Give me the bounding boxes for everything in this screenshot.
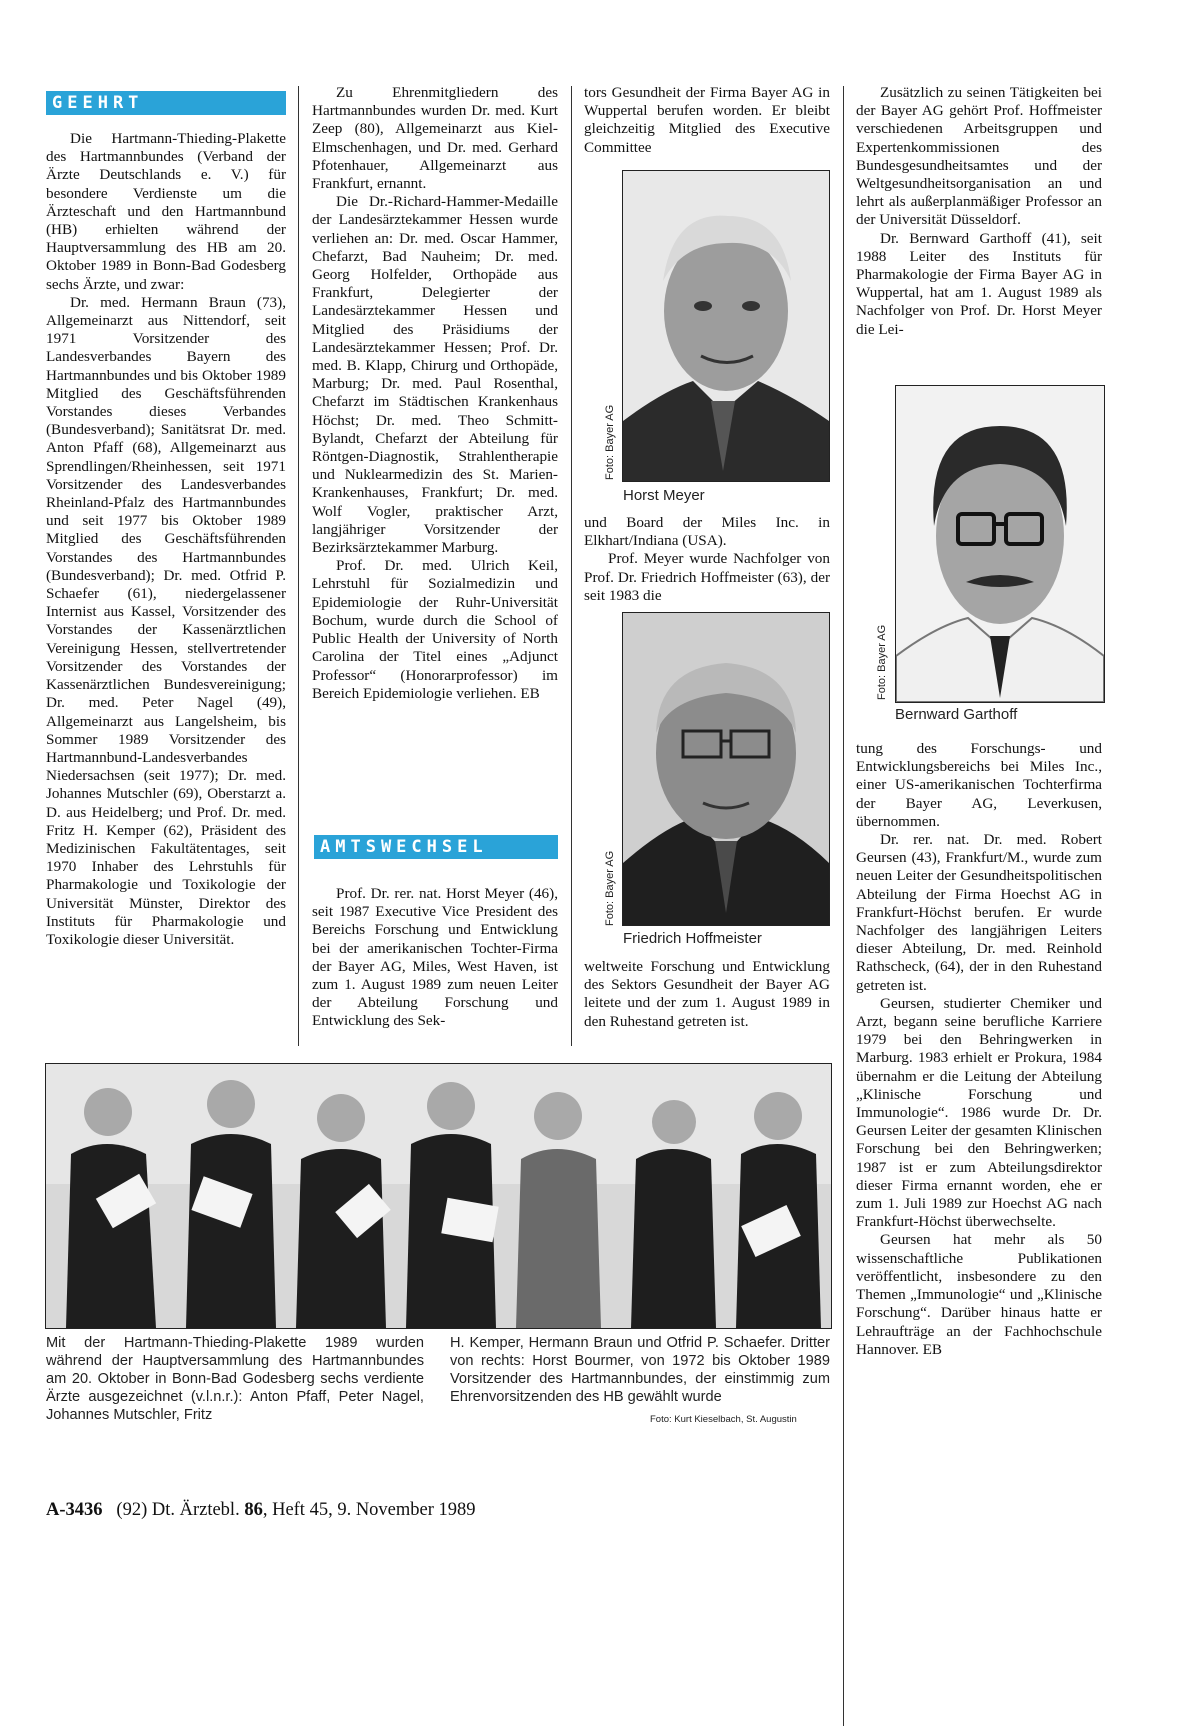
paragraph: Prof. Dr. med. Ulrich Keil, Lehrstuhl für Sozialmedizin und Epidemiologie der Ruhr-Universität Bochum, wurde durch die School of Public Health der University of North Carolina der Titel eines „Adjunct Professor“ (Honorarprofessor) im Bereich Epidemiologie verliehen. EB [312,557,558,702]
paragraph: und Board der Miles Inc. in Elkhart/Indiana (USA). [584,514,830,550]
section-heading-geehrt: GEEHRT [46,91,286,115]
portrait-bernward-garthoff [895,385,1105,703]
citation-issue: , Heft 45, 9. November 1989 [262,1500,476,1520]
paragraph: Zusätzlich zu seinen Tätigkeiten bei der Bayer AG gehört Prof. Hoffmeister verschiedenen Arbeitsgruppen und Expertenkommissionen des Bundesgesundheitsamtes und der Weltgesundheitsorganisation an und lehrt als außerplanmäßiger Professor an der Universität Düsseldorf. [856,84,1102,229]
paragraph: tors Gesundheit der Firma Bayer AG in Wuppertal berufen worden. Er bleibt gleichzeitig Mitglied des Executive Committee [584,84,830,156]
column-1 [46,130,286,949]
page-footer [46,1500,476,1521]
paragraph: Die Hartmann-Thieding-Plakette des Hartmannbundes (Verband der Ärzte Deutschlands e. V.) für besondere Verdienste um die Ärzteschaft und den Hartmannbund (HB) erhielten während der Hauptversammlung des HB am 20. Oktober 1989 in Bonn-Bad Godesberg sechs Ärzte, und zwar: [46,130,286,293]
column-3-lower [584,958,830,1031]
column-rule [843,86,844,1726]
group-photo-credit: Foto: Kurt Kieselbach, St. Augustin [650,1414,797,1425]
page-number: A-3436 [46,1500,103,1520]
paragraph: Prof. Dr. rer. nat. Horst Meyer (46), seit 1987 Executive Vice President des Bereichs Forschung und Entwicklung bei der amerikanischen Tochter-Firma der Bayer AG, Miles, West Haven, ist zum 1. August 1989 zum neuen Leiter der Abteilung Forschung und Entwicklung des Sek- [312,885,558,1030]
photo-credit: Foto: Bayer AG [604,850,616,926]
group-photo-caption-right: H. Kemper, Hermann Braun und Otfrid P. Schaefer. Dritter von rechts: Horst Bourmer, von 1972 bis Oktober 1989 Vorsitzender des Hartmannbundes, der einstimmig zum Ehrenvorsitzenden des HB gewählt wurde [450,1335,830,1405]
portrait-horst-meyer [622,170,830,482]
column-4-lower [856,740,1102,1359]
paragraph: tung des Forschungs- und Entwicklungsbereichs bei Miles Inc., einer US-amerikanischen Tochterfirma der Bayer AG, Leverkusen, übernommen. [856,740,1102,830]
citation-journal: (92) Dt. Ärztebl. [116,1500,240,1520]
paragraph: Prof. Meyer wurde Nachfolger von Prof. Dr. Friedrich Hoffmeister (63), der seit 1983 die [584,550,830,604]
column-2 [312,84,558,703]
column-rule [298,86,299,1046]
column-4 [856,84,1102,339]
paragraph: Dr. med. Hermann Braun (73), Allgemeinarzt aus Nittendorf, seit 1971 Vorsitzender des Landesverbandes Bayern des Hartmannbundes und bis Oktober 1989 Mitglied des Geschäftsführenden Vorstandes dieses Verbandes (Bundesverband); Sanitätsrat Dr. med. Anton Pfaff (68), Allgemeinarzt aus Sprendlingen/Rheinhessen, seit 1971 Vorsitzender des Landesverbandes Rheinland-Pfalz des Hartmannbundes und seit 1977 bis Oktober 1989 Mitglied des Geschäftsführenden Vorstandes des Hartmannbundes (Bundesverband); Dr. med. Otfrid P. Schaefer (61), niedergelassener Internist aus Kassel, Vorsitzender des Vorstandes der Kassenärztlichen Vereinigung Hessen, stellvertretender Vorsitzender des Vorstandes der Kassenärztlichen Bundesvereinigung; Dr. med. Peter Nagel (49), Allgemeinarzt aus Langelsheim, bis Sommer 1989 Vorsitzender des Hartmannbund-Landesverbandes Niedersachsen (seit 1977); Dr. med. Johannes Mutschler (69), Oberstarzt a. D. aus Heidelberg; und Prof. Dr. med. Fritz H. Kemper (62), Präsident des Medizinischen Fakultätentages, seit 1970 Inhaber des Lehrstuhls für Pharmakologie und Toxikologie der Universität Münster, Direktor des Instituts für Pharmakologie und Toxikologie dieser Universität. [46,293,286,948]
column-3-middle [584,514,830,605]
portrait-friedrich-hoffmeister [622,612,830,926]
photo-credit: Foto: Bayer AG [604,404,616,480]
column-rule [571,86,572,1046]
photo-caption: Bernward Garthoff [895,706,1018,723]
photo-credit: Foto: Bayer AG [876,624,888,700]
paragraph: weltweite Forschung und Entwicklung des Sektors Gesundheit der Bayer AG leitete und der zum 1. August 1989 in den Ruhestand getreten ist. [584,958,830,1030]
paragraph: Geursen, studierter Chemiker und Arzt, begann seine berufliche Karriere 1979 bei den Behringwerken in Marburg. 1983 erhielt er Prokura, 1984 übernahm er die Leitung der Abteilung „Klinische Forschung und Immunologie“. 1986 wurde Dr. Dr. Geursen Leiter der gesamten Klinischen Forschung bei den Behringwerken; 1987 ist er zum Abteilungsdirektor dieser Firma ernannt worden, ehe er zum 1. Juli 1989 zur Hoechst AG nach Frankfurt-Höchst überwechselte. [856,994,1102,1231]
photo-caption: Friedrich Hoffmeister [623,930,762,947]
group-photo-caption-left: Mit der Hartmann-Thieding-Plakette 1989 wurden während der Hauptversammlung des Hartmannbundes am 20. Oktober in Bonn-Bad Godesberg sechs verdiente Ärzte ausgezeichnet (v.l.n.r.): Anton Pfaff, Peter Nagel, Johannes Mutschler, Fritz [46,1335,424,1423]
photo-caption: Horst Meyer [623,487,705,504]
citation-volume: 86 [244,1500,263,1520]
paragraph: Geursen hat mehr als 50 wissenschaftliche Publikationen veröffentlicht, insbesondere zu den Themen „Immunologie“ und „Klinische Forschung“. Darüber hinaus hatte er Lehraufträge an der Fachhochschule Hannover. EB [856,1231,1102,1358]
paragraph: Zu Ehrenmitgliedern des Hartmannbundes wurden Dr. med. Kurt Zeep (80), Allgemeinarzt aus Kiel-Elmschenhagen, und Dr. med. Gerhard Pfotenhauer, Allgemeinarzt aus Frankfurt, ernannt. [312,84,558,193]
paragraph: Dr. Bernward Garthoff (41), seit 1988 Leiter des Instituts für Pharmakologie der Firma Bayer AG in Wuppertal, hat am 1. August 1989 als Nachfolger von Prof. Dr. Horst Meyer die Lei- [856,229,1102,338]
column-3 [584,84,830,157]
column-2-lower [312,885,558,1031]
paragraph: Dr. rer. nat. Dr. med. Robert Geursen (43), Frankfurt/M., wurde zum neuen Leiter der Gesundheitspolitischen Abteilung der Firma Hoechst AG in Frankfurt-Höchst berufen. Er wurde Nachfolger des langjährigen Leiters dieser Abteilung, Dr. med. Reinhold Rathscheck, (64), der in den Ruhestand getreten ist. [856,831,1102,994]
paragraph: Die Dr.-Richard-Hammer-Medaille der Landesärztekammer Hessen wurde verliehen an: Dr. med. Oscar Hammer, Chefarzt, Bad Nauheim; Dr. med. Georg Holfelder, Orthopäde aus Frankfurt, Delegierter der Landesärztekammer Hessen und Mitglied des Präsidiums der Landesärztekammer Hessen; Prof. Dr. med. B. Klapp, Chirurg und Orthopäde, Marburg; Dr. med. Paul Rosenthal, Chefarzt im Städtischen Krankenhaus Höchst; Dr. med. Theo Schmitt-Bylandt, Chefarzt der Abteilung für Röntgen-Diagnostik, Strahlentherapie und Nuklearmedizin des St. Marien-Krankenhauses, Frankfurt; Dr. med. Wolf Vogler, praktischer Arzt, langjähriger Vorsitzender der Bezirksärztekammer Marburg. [312,193,558,557]
group-photo-award-recipients [45,1063,832,1329]
section-heading-amtswechsel: AMTSWECHSEL [314,835,558,859]
